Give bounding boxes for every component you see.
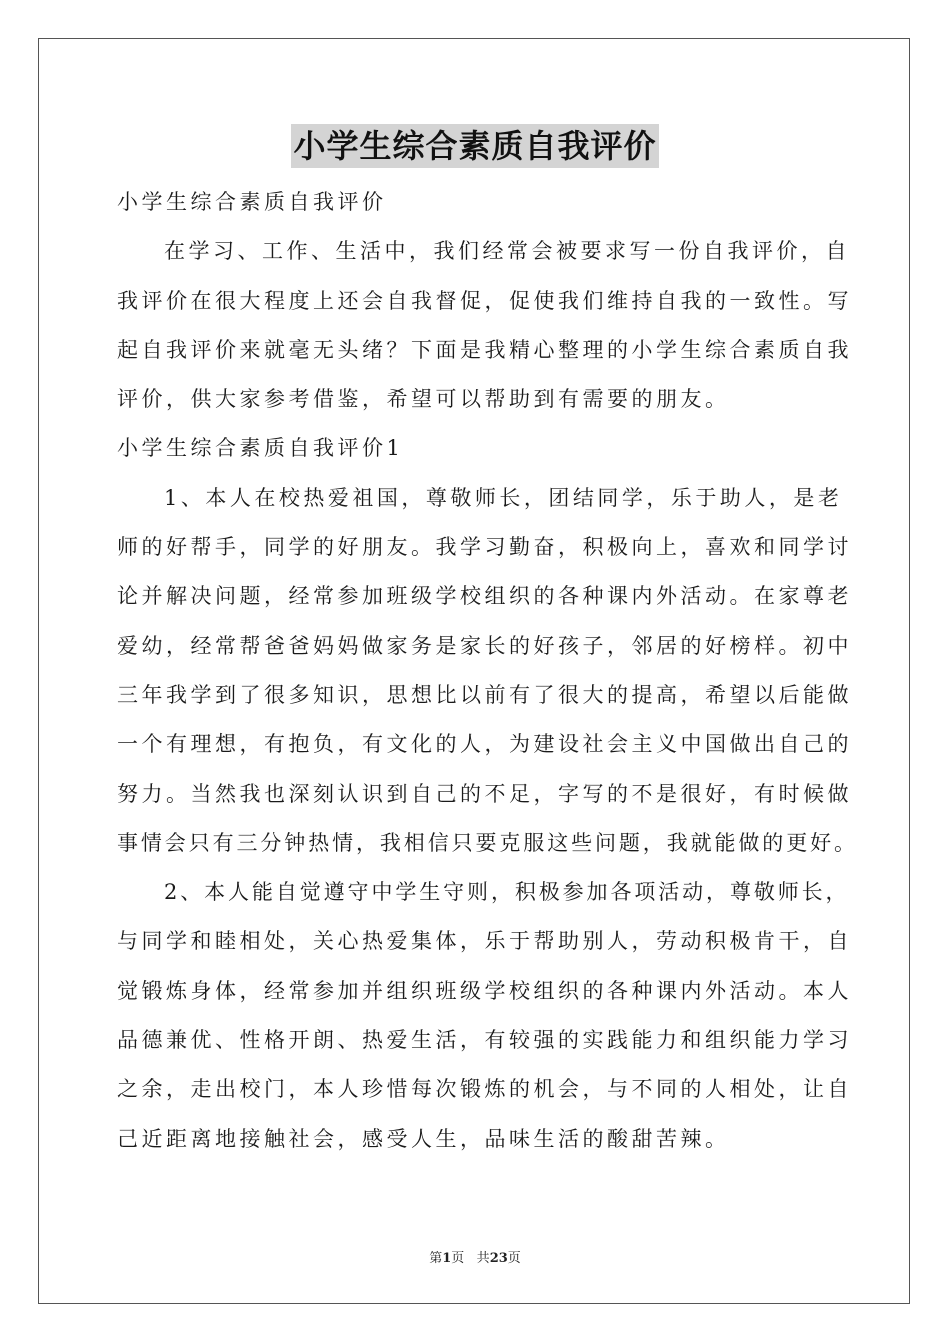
text-line: 在学习、工作、生活中，我们经常会被要求写一份自我评价，自 (164, 239, 850, 264)
text-line: 评价，供大家参考借鉴，希望可以帮助到有需要的朋友。 (117, 387, 730, 412)
page-prefix: 第 (429, 1251, 443, 1266)
page-footer (0, 1247, 950, 1266)
text-line: 与同学和睦相处，关心热爱集体，乐于帮助别人，劳动积极肯干，自 (117, 929, 852, 954)
page-suffix: 页 (451, 1251, 465, 1266)
text-line: 事情会只有三分钟热情，我相信只要克服这些问题，我就能做的更好。 (117, 830, 858, 855)
total-pages-number: 23 (489, 1251, 508, 1266)
text-line: 论并解决问题，经常参加班级学校组织的各种课内外活动。在家尊老 (117, 584, 852, 609)
text-line: 努力。当然我也深刻认识到自己的不足，字写的不是很好，有时候做 (117, 781, 852, 806)
text-line: 品德兼优、性格开朗、热爱生活，有较强的实践能力和组织能力学习 (117, 1028, 852, 1053)
text-line: 1、本人在校热爱祖国，尊敬师长，团结同学，乐于助人，是老 (164, 485, 843, 510)
text-line: 小学生综合素质自我评价 (117, 190, 387, 214)
document-body (117, 178, 858, 1164)
title-container (0, 124, 950, 168)
total-suffix: 页 (507, 1251, 521, 1266)
text-line: 一个有理想，有抱负，有文化的人，为建设社会主义中国做出自己的 (117, 732, 852, 757)
text-line: 起自我评价来就毫无头绪？下面是我精心整理的小学生综合素质自我 (117, 337, 852, 362)
current-page-number: 1 (442, 1251, 452, 1266)
text-line: 爱幼，经常帮爸爸妈妈做家务是家长的好孩子，邻居的好榜样。初中 (117, 633, 852, 658)
document-title: 小学生综合素质自我评价 (291, 124, 658, 168)
text-line: 己近距离地接触社会，感受人生，品味生活的酸甜苦辣。 (117, 1126, 730, 1151)
text-line: 2、本人能自觉遵守中学生守则，积极参加各项活动，尊敬师长， (164, 880, 850, 905)
text-line: 师的好帮手，同学的好朋友。我学习勤奋，积极向上，喜欢和同学讨 (117, 535, 852, 560)
text-line: 三年我学到了很多知识，思想比以前有了很大的提高，希望以后能做 (117, 682, 852, 707)
text-line: 小学生综合素质自我评价1 (117, 436, 404, 461)
total-prefix: 共 (476, 1251, 490, 1266)
text-line: 我评价在很大程度上还会自我督促，促使我们维持自我的一致性。写 (117, 288, 852, 313)
text-line: 觉锻炼身体，经常参加并组织班级学校组织的各种课内外活动。本人 (117, 978, 852, 1003)
text-line: 之余，走出校门，本人珍惜每次锻炼的机会，与不同的人相处，让自 (117, 1077, 852, 1102)
